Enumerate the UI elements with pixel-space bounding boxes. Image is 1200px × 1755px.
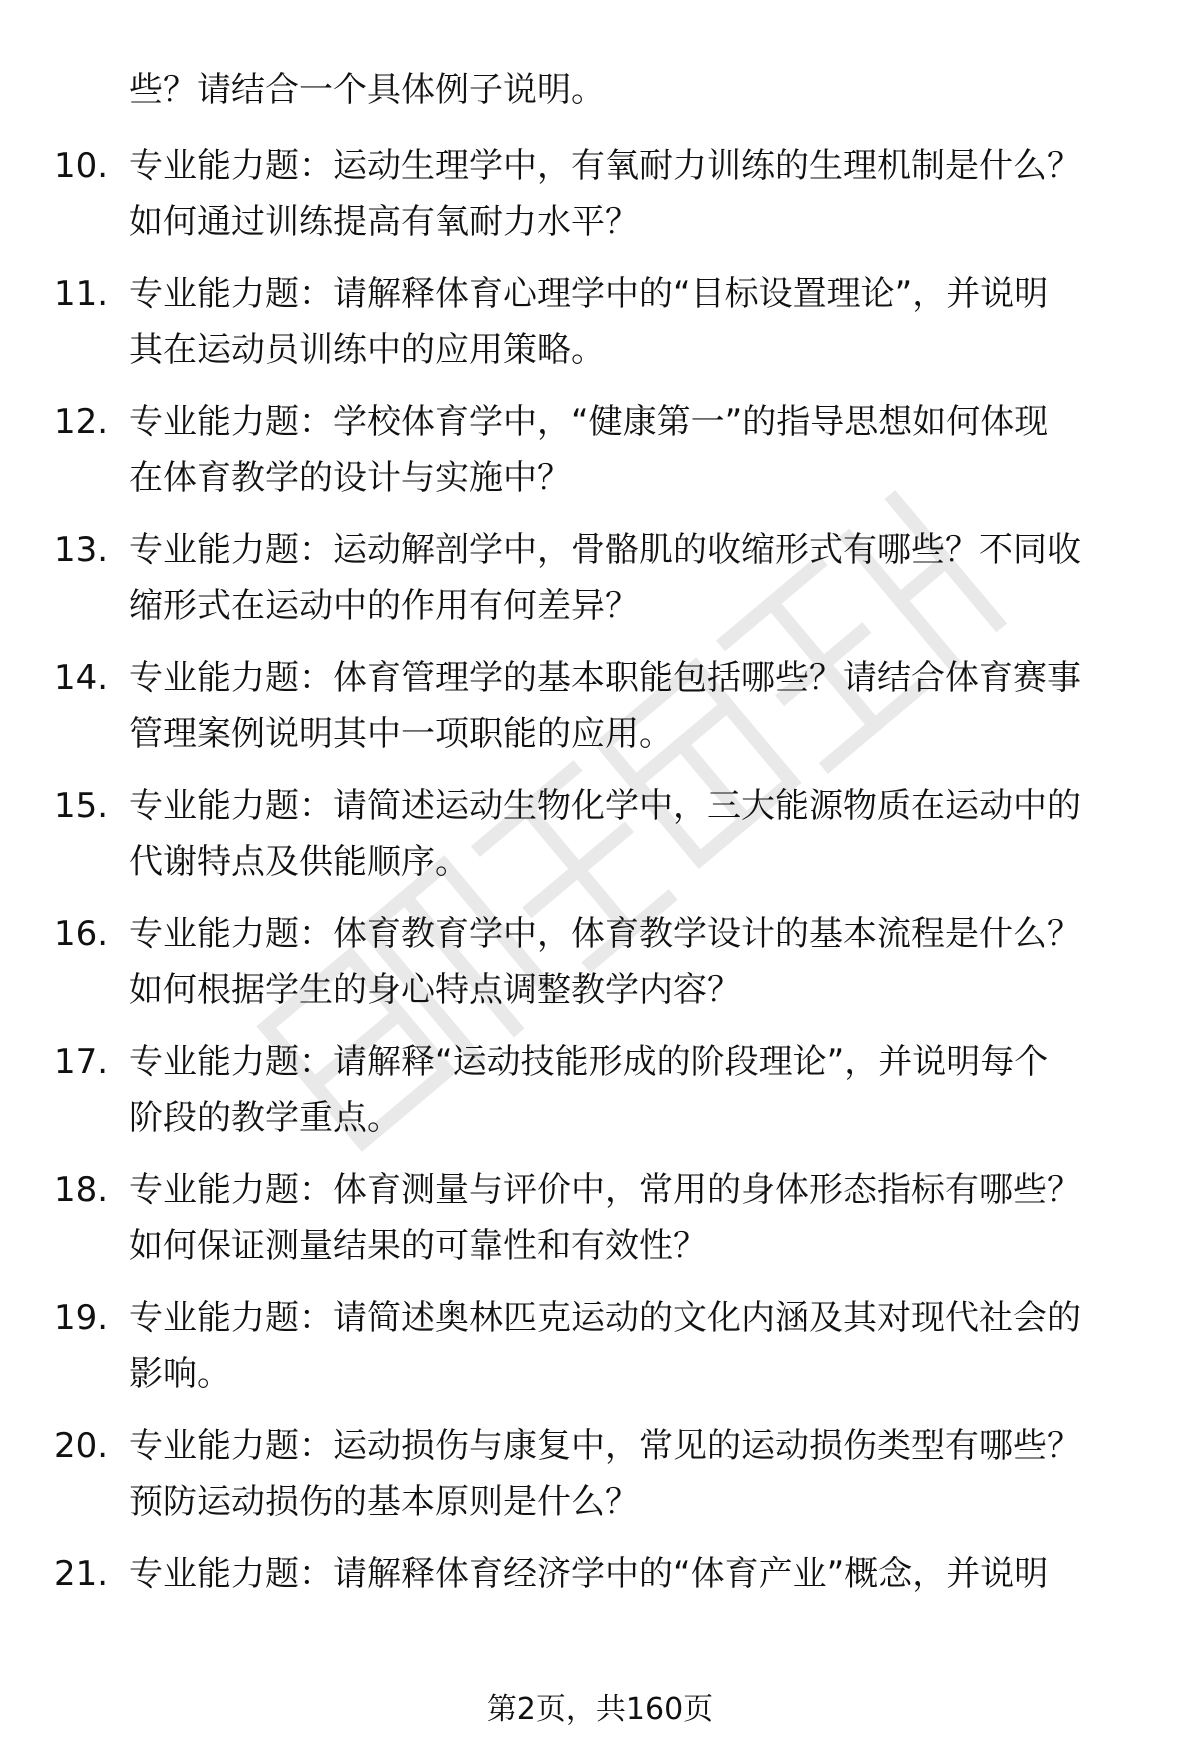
question-text	[129, 778, 1139, 890]
question-item	[0, 778, 1200, 906]
question-text	[129, 522, 1139, 634]
question-text	[129, 650, 1139, 762]
continued-question-text: 些？请结合一个具体例子说明。	[129, 70, 605, 110]
question-line: 专业能力题：运动生理学中，有氧耐力训练的生理机制是什么？	[129, 146, 1081, 186]
question-line: 影响。	[129, 1354, 231, 1394]
question-item	[0, 1034, 1200, 1162]
question-number: 19.	[54, 1298, 109, 1338]
question-item	[0, 1290, 1200, 1418]
question-item	[0, 266, 1200, 394]
question-number: 15.	[54, 786, 109, 826]
question-item	[0, 138, 1200, 266]
question-text	[129, 1162, 1139, 1274]
question-line: 专业能力题：请解释“运动技能形成的阶段理论”，并说明每个	[129, 1042, 1049, 1082]
question-line: 阶段的教学重点。	[129, 1098, 401, 1138]
question-line: 专业能力题：体育教育学中，体育教学设计的基本流程是什么？	[129, 914, 1081, 954]
question-text	[129, 1290, 1139, 1402]
question-number: 16.	[54, 914, 109, 954]
question-line: 专业能力题：运动损伤与康复中，常见的运动损伤类型有哪些？	[129, 1426, 1081, 1466]
question-text	[129, 1546, 1139, 1602]
question-text	[129, 266, 1139, 378]
question-number: 12.	[54, 402, 109, 442]
question-text	[129, 138, 1139, 250]
question-item	[0, 522, 1200, 650]
question-item	[0, 394, 1200, 522]
question-item	[0, 1418, 1200, 1546]
question-number: 21.	[54, 1554, 109, 1594]
question-line: 专业能力题：体育测量与评价中，常用的身体形态指标有哪些？	[129, 1170, 1081, 1210]
question-number: 17.	[54, 1042, 109, 1082]
question-text	[129, 1034, 1139, 1146]
question-line: 如何根据学生的身心特点调整教学内容？	[129, 970, 741, 1010]
question-number: 10.	[54, 146, 109, 186]
question-line: 专业能力题：请简述运动生物化学中，三大能源物质在运动中的	[129, 786, 1081, 826]
question-number: 14.	[54, 658, 109, 698]
question-number: 13.	[54, 530, 109, 570]
page-footer: 第2页，共160页	[486, 1692, 714, 1727]
question-text	[129, 394, 1139, 506]
question-number: 11.	[54, 274, 109, 314]
question-item	[0, 1162, 1200, 1290]
question-line: 如何保证测量结果的可靠性和有效性？	[129, 1226, 707, 1266]
question-number: 18.	[54, 1170, 109, 1210]
question-number: 20.	[54, 1426, 109, 1466]
question-item	[0, 650, 1200, 778]
question-line: 在体育教学的设计与实施中？	[129, 458, 571, 498]
question-text	[129, 1418, 1139, 1530]
question-text	[129, 906, 1139, 1018]
question-item	[0, 1546, 1200, 1674]
question-line: 缩形式在运动中的作用有何差异？	[129, 586, 639, 626]
question-item	[0, 906, 1200, 1034]
question-line: 如何通过训练提高有氧耐力水平？	[129, 202, 639, 242]
question-line: 专业能力题：请解释体育心理学中的“目标设置理论”，并说明	[129, 274, 1049, 314]
question-line: 其在运动员训练中的应用策略。	[129, 330, 605, 370]
question-line: 专业能力题：请解释体育经济学中的“体育产业”概念，并说明	[129, 1554, 1049, 1594]
question-line: 管理案例说明其中一项职能的应用。	[129, 714, 673, 754]
question-line: 代谢特点及供能顺序。	[129, 842, 469, 882]
question-line: 专业能力题：体育管理学的基本职能包括哪些？请结合体育赛事	[129, 658, 1081, 698]
question-line: 专业能力题：运动解剖学中，骨骼肌的收缩形式有哪些？不同收	[129, 530, 1081, 570]
question-line: 专业能力题：学校体育学中，“健康第一”的指导思想如何体现	[129, 402, 1049, 442]
question-list	[0, 138, 1200, 1674]
question-line: 预防运动损伤的基本原则是什么？	[129, 1482, 639, 1522]
question-line: 专业能力题：请简述奥林匹克运动的文化内涵及其对现代社会的	[129, 1298, 1081, 1338]
